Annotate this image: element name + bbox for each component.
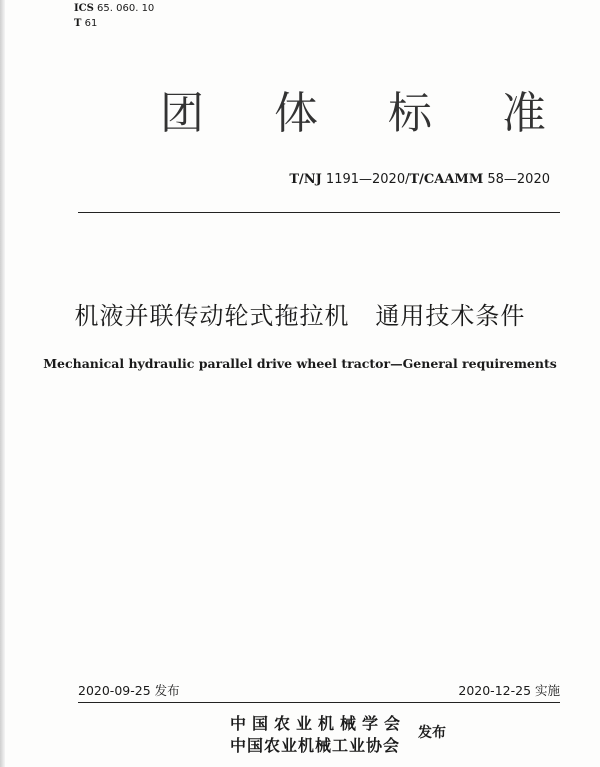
document-type-heading: 团 体 标 准 — [160, 88, 574, 139]
standard-number — [289, 171, 550, 189]
title-chinese: 机液并联传动轮式拖拉机 通用技术条件 — [74, 302, 526, 330]
standard-code-prefix-1: T/NJ — [289, 172, 322, 187]
ccs-prefix: T — [74, 18, 82, 29]
ccs-code: 61 — [84, 18, 98, 29]
header-divider — [78, 212, 560, 213]
publisher-name: 中国农业机械工业协会 — [230, 736, 401, 755]
ics-code: 65. 060. 10 — [97, 3, 155, 14]
publish-verb: 发布 — [418, 725, 446, 741]
scan-edge-shadow — [0, 0, 5, 767]
ics-classification — [74, 3, 154, 15]
issue-date: 2020-09-25 发布 — [78, 683, 180, 698]
publishers-block — [230, 713, 406, 757]
footer-divider — [78, 702, 560, 703]
ics-prefix: ICS — [74, 3, 94, 14]
ccs-classification — [74, 18, 97, 30]
standard-number-2: 58—2020 — [487, 172, 550, 187]
publisher-name: 中国农业机械学会 — [230, 714, 407, 733]
implementation-date: 2020-12-25 实施 — [458, 683, 560, 698]
title-english: Mechanical hydraulic parallel drive wheel tractor—General requirements — [43, 356, 557, 371]
standard-code-prefix-2: T/CAAMM — [409, 172, 484, 187]
standard-number-1: 1191—2020/ — [325, 172, 410, 187]
